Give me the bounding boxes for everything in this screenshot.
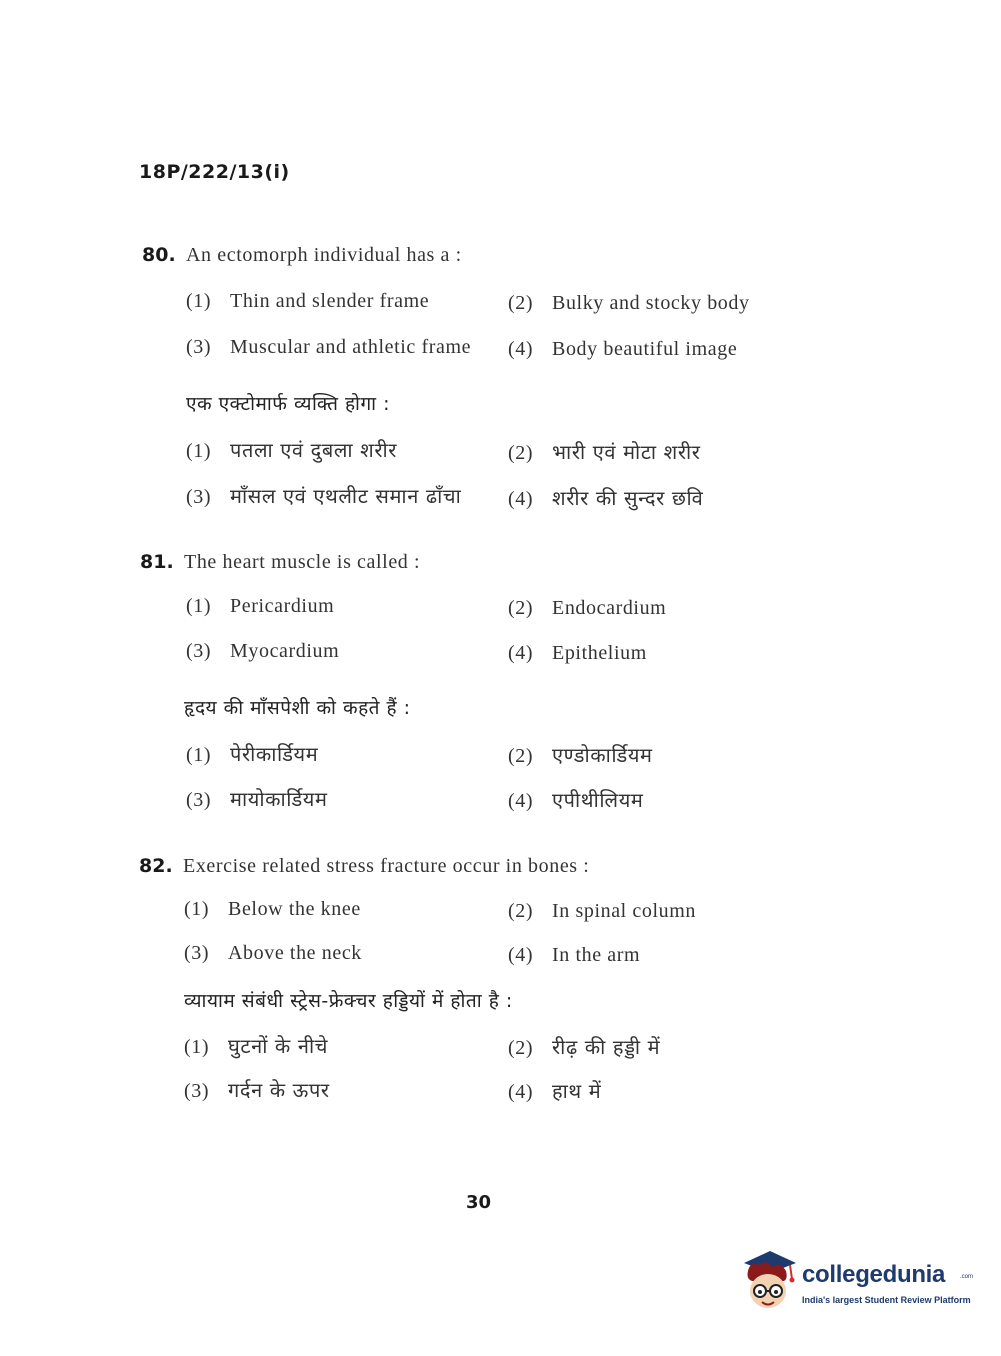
option-number: (4): [508, 338, 534, 360]
option-number: (1): [184, 898, 210, 920]
option-number: (4): [508, 1081, 534, 1103]
q80-option-1-en: [186, 290, 429, 313]
option-number: (2): [508, 1037, 534, 1059]
logo-tagline: India's largest Student Review Platform: [802, 1295, 971, 1305]
question-81-text-hi: हृदय की माँसपेशी को कहते हैं :: [184, 697, 411, 719]
logo-domain-suffix: .com: [960, 1274, 974, 1280]
option-text: हाथ में: [552, 1079, 602, 1103]
option-text: In spinal column: [552, 900, 697, 922]
option-text: शरीर की सुन्दर छवि: [552, 486, 704, 510]
option-text: Bulky and stocky body: [552, 292, 750, 314]
option-text: रीढ़ की हड्डी में: [552, 1035, 661, 1059]
option-number: (3): [184, 1080, 210, 1102]
option-number: (2): [508, 597, 534, 619]
q82-option-3-hi: [184, 1076, 330, 1103]
q81-option-2-hi: [508, 741, 653, 768]
option-number: (2): [508, 292, 534, 314]
option-number: (3): [184, 942, 210, 964]
option-text: घुटनों के नीचे: [228, 1034, 329, 1058]
option-text: Body beautiful image: [552, 338, 738, 360]
q82-option-2-hi: [508, 1033, 660, 1060]
option-text: Above the neck: [228, 942, 362, 964]
logo-wordmark: collegedunia: [802, 1261, 946, 1288]
q80-option-3-en: [186, 336, 471, 359]
option-number: (4): [508, 488, 534, 510]
q82-option-1-hi: [184, 1032, 328, 1059]
option-text: भारी एवं मोटा शरीर: [552, 440, 701, 464]
option-number: (4): [508, 790, 534, 812]
option-text: In the arm: [552, 944, 641, 966]
q80-option-3-hi: [186, 482, 461, 509]
option-number: (3): [186, 640, 212, 662]
question-81-number: 81.: [140, 551, 174, 573]
option-text: Below the knee: [228, 898, 361, 920]
option-number: (2): [508, 900, 534, 922]
q81-option-1-hi: [186, 740, 318, 767]
q81-option-4-en: [508, 642, 647, 665]
q81-option-1-en: [186, 595, 334, 618]
q81-option-3-hi: [186, 785, 328, 812]
q82-option-3-en: [184, 942, 362, 965]
question-80-number: 80.: [142, 244, 176, 266]
q82-option-4-hi: [508, 1077, 601, 1104]
q80-option-4-en: [508, 338, 737, 361]
option-number: (1): [186, 290, 212, 312]
collegedunia-logo: [740, 1249, 980, 1319]
option-text: Endocardium: [552, 597, 667, 619]
option-number: (1): [186, 440, 212, 462]
option-number: (1): [184, 1036, 210, 1058]
option-text: Myocardium: [230, 640, 340, 662]
page-number: 30: [466, 1192, 492, 1213]
q81-option-3-en: [186, 640, 339, 663]
q80-option-2-hi: [508, 438, 701, 465]
option-number: (4): [508, 944, 534, 966]
option-text: माँसल एवं एथलीट समान ढाँचा: [230, 484, 462, 508]
option-text: एण्डोकार्डियम: [552, 743, 653, 767]
question-82-number: 82.: [139, 855, 173, 877]
option-text: Epithelium: [552, 642, 647, 664]
question-81-text-en: The heart muscle is called :: [184, 551, 421, 573]
q80-option-2-en: [508, 292, 750, 315]
q81-option-4-hi: [508, 786, 643, 813]
option-text: Pericardium: [230, 595, 335, 617]
q82-option-4-en: [508, 944, 640, 967]
q80-option-4-hi: [508, 484, 703, 511]
option-text: मायोकार्डियम: [230, 787, 328, 811]
option-number: (3): [186, 336, 212, 358]
question-82-text-en: Exercise related stress fracture occur in bones :: [183, 855, 590, 877]
option-text: पेरीकार्डियम: [230, 742, 319, 766]
option-number: (3): [186, 486, 212, 508]
q81-option-2-en: [508, 597, 666, 620]
question-82-text-hi: व्यायाम संबंधी स्ट्रेस-फ्रेक्चर हड्डियों में होता है :: [184, 990, 513, 1012]
mascot-icon: [740, 1249, 798, 1315]
option-text: Thin and slender frame: [230, 290, 430, 312]
q82-option-1-en: [184, 898, 361, 921]
option-number: (2): [508, 745, 534, 767]
q82-option-2-en: [508, 900, 696, 923]
option-number: (4): [508, 642, 534, 664]
question-80-text-hi: एक एक्टोमार्फ व्यक्ति होगा :: [186, 393, 391, 415]
option-number: (3): [186, 789, 212, 811]
option-text: गर्दन के ऊपर: [228, 1078, 330, 1102]
paper-code: 18P/222/13(i): [139, 161, 290, 183]
question-80-text-en: An ectomorph individual has a :: [186, 244, 462, 266]
option-number: (1): [186, 744, 212, 766]
option-text: एपीथीलियम: [552, 788, 644, 812]
option-text: Muscular and athletic frame: [230, 336, 472, 358]
q80-option-1-hi: [186, 436, 397, 463]
option-number: (1): [186, 595, 212, 617]
option-number: (2): [508, 442, 534, 464]
option-text: पतला एवं दुबला शरीर: [230, 438, 398, 462]
